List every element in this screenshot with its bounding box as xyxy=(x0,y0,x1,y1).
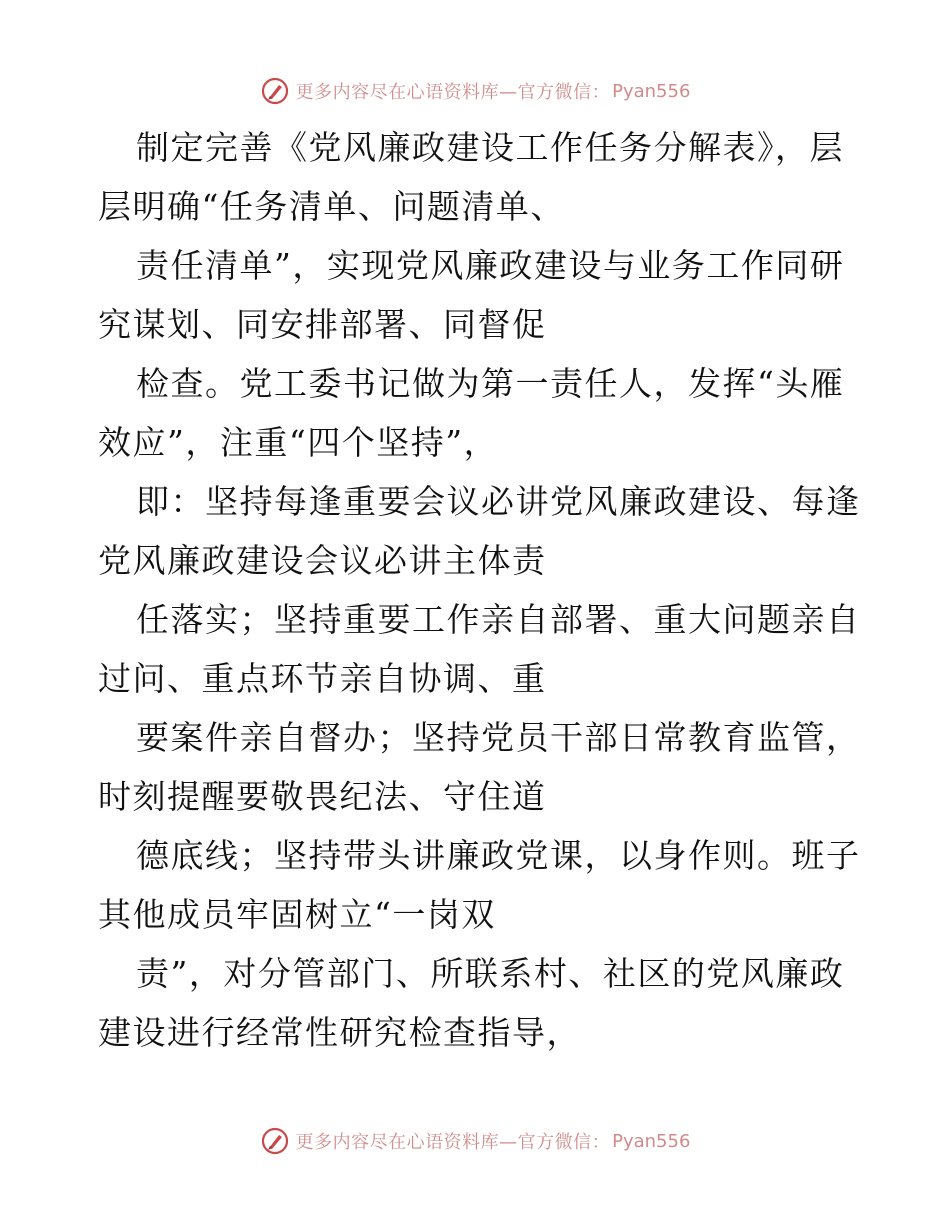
header-watermark xyxy=(0,71,950,111)
text-line: 任落实；坚持重要工作亲自部署、重大问题亲自 xyxy=(136,600,861,639)
text-line: 责任清单”，实现党风廉政建设与业务工作同研 xyxy=(136,246,845,285)
watermark-wechat-id: Pyan556 xyxy=(612,1130,691,1152)
paragraph xyxy=(98,826,861,944)
text-line: 效应”，注重“四个坚持”， xyxy=(98,423,499,462)
quill-pen-logo-icon xyxy=(260,1126,290,1156)
text-line: 检查。党工委书记做为第一责任人，发挥“头雁 xyxy=(136,364,845,403)
paragraph xyxy=(98,472,861,590)
paragraph xyxy=(98,118,858,236)
document-body xyxy=(98,118,861,1062)
paragraph xyxy=(98,236,858,354)
text-line: 建设进行经常性研究检查指导， xyxy=(98,1013,581,1052)
text-line: 要案件亲自督办；坚持党员干部日常教育监管， xyxy=(136,718,861,757)
text-line: 究谋划、同安排部署、同督促 xyxy=(98,305,547,344)
text-line: 党风廉政建设会议必讲主体责 xyxy=(98,541,547,580)
paragraph xyxy=(98,944,858,1062)
text-line: 制定完善《党风廉政建设工作任务分解表》，层 xyxy=(136,128,844,167)
text-line: 其他成员牢固树立“一岗双 xyxy=(98,895,496,934)
paragraph xyxy=(98,354,858,472)
watermark-text: 更多内容尽在心语资料库—官方微信： xyxy=(295,1132,611,1153)
text-line: 时刻提醒要敬畏纪法、守住道 xyxy=(98,777,547,816)
paragraph xyxy=(98,590,861,708)
text-line: 责”，对分管部门、所联系村、社区的党风廉政 xyxy=(136,954,845,993)
text-line: 即：坚持每逢重要会议必讲党风廉政建设、每逢 xyxy=(136,482,861,521)
text-line: 过问、重点环节亲自协调、重 xyxy=(98,659,547,698)
footer-watermark xyxy=(0,1121,950,1161)
watermark-wechat-id: Pyan556 xyxy=(612,80,691,102)
paragraph xyxy=(98,708,861,826)
text-line: 层明确“任务清单、问题清单、 xyxy=(98,187,565,226)
quill-pen-logo-icon xyxy=(260,76,290,106)
text-line: 德底线；坚持带头讲廉政党课，以身作则。班子 xyxy=(136,836,861,875)
watermark-text: 更多内容尽在心语资料库—官方微信： xyxy=(295,82,611,103)
